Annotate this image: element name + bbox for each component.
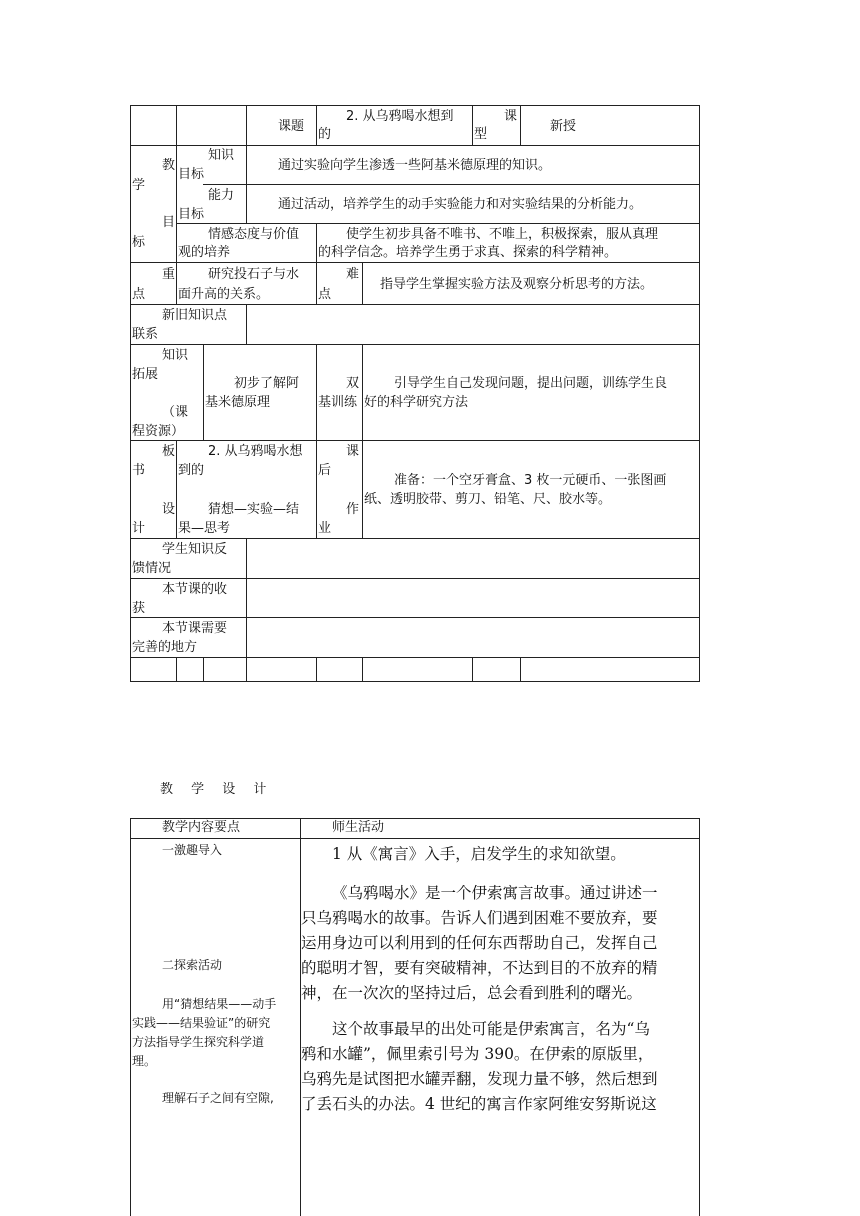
activity-p1: 1 从《寓言》入手，启发学生的求知欲望。: [332, 845, 626, 863]
feedback-label-line1: 学生知识反: [162, 542, 228, 557]
emotion-value-line1: 使学生初步具备不唯书、不唯上，积极探索，服从真理: [346, 227, 659, 242]
activity-p2-line1: 《乌鸦喝水》是一个伊索寓言故事。通过讲述一: [332, 884, 658, 902]
emotion-value-line2: 的科学信念。培养学生勇于求真、探索的科学精神。: [318, 245, 618, 260]
board-label-line3: 设: [162, 502, 176, 517]
knowledge-label-line2: 目标: [178, 167, 205, 182]
key-label-line1: 重: [162, 267, 176, 282]
dual-value-line2: 好的科学研究方法: [364, 395, 469, 410]
board-value-line4: 果—思考: [178, 521, 231, 536]
ext-label-line2: 拓展: [132, 367, 159, 382]
activity-p3-line2: 鸦和水罐”，佩里索引号为 390。在伊索的原版里，: [301, 1045, 654, 1063]
col-header-activity: 师生活动: [332, 820, 385, 835]
col-header-content: 教学内容要点: [162, 820, 241, 835]
topic-value-line2: 的: [318, 127, 332, 142]
ability-label-line1: 能力: [208, 188, 235, 203]
board-label-line4: 计: [132, 521, 146, 536]
hard-label-line2: 点: [318, 287, 332, 302]
key-label-line2: 点: [132, 287, 146, 302]
left-item-method-line2: 实践——结果验证”的研究: [132, 1016, 271, 1030]
left-item-method-line3: 方法指导学生探究科学道: [132, 1035, 265, 1049]
knowledge-value: 通过实验向学生渗透一些阿基米德原理的知识。: [278, 158, 552, 173]
improve-label-line1: 本节课需要: [162, 621, 228, 636]
improve-label-line2: 完善的地方: [132, 640, 198, 655]
hard-label-line1: 难: [346, 267, 360, 282]
board-value-line3: 猜想—实验—结: [208, 502, 300, 517]
ability-value: 通过活动，培养学生的动手实验能力和对实验结果的分析能力。: [278, 197, 643, 212]
link-label-line2: 联系: [132, 327, 159, 342]
feedback-label-line2: 馈情况: [132, 561, 172, 576]
type-value: 新授: [550, 119, 577, 134]
activity-p2-line3: 运用身边可以利用到的任何东西帮助自己，发挥自己: [301, 934, 658, 952]
ext-value-line2: 基米德原理: [205, 395, 271, 410]
activity-p2-line5: 神，在一次次的坚持过后，总会看到胜利的曙光。: [301, 984, 643, 1002]
goal-label-line2: 标: [132, 235, 146, 250]
section-heading: 教 学 设 计: [160, 782, 274, 797]
gain-label-line1: 本节课的收: [162, 582, 228, 597]
ext-label-line1: 知识: [162, 348, 189, 363]
topic-value-line1: 2. 从乌鸦喝水想到: [346, 109, 454, 124]
topic-label: 课题: [278, 119, 305, 134]
emotion-label-line1: 情感态度与价值: [208, 227, 300, 242]
activity-p3-line4: 了丢石头的办法。4 世纪的寓言作家阿维安努斯说这: [301, 1095, 657, 1113]
board-label-line1: 板: [162, 444, 176, 459]
ext-label-line3: （课: [162, 405, 189, 420]
dual-label-line1: 双: [346, 376, 360, 391]
left-item-method-line1: 用“猜想结果——动手: [162, 997, 277, 1011]
dual-value-line1: 引导学生自己发现问题，提出问题，训练学生良: [394, 376, 668, 391]
link-label-line1: 新旧知识点: [162, 308, 228, 323]
homework-label-line4: 业: [318, 521, 332, 536]
homework-label-line2: 后: [318, 463, 332, 478]
hard-value: 指导学生掌握实验方法及观察分析思考的方法。: [380, 277, 654, 292]
knowledge-label-line1: 知识: [208, 148, 235, 163]
ext-value-line1: 初步了解阿: [234, 376, 300, 391]
board-label-line2: 书: [132, 463, 146, 478]
teach-label-line1: 教: [162, 158, 176, 173]
board-value-line1: 2. 从乌鸦喝水想: [208, 444, 303, 459]
activity-p2-line2: 只乌鸦喝水的故事。告诉人们遇到困难不要放弃，要: [301, 909, 658, 927]
left-item-explore: 二探索活动: [162, 958, 223, 972]
activity-p2-line4: 的聪明才智，要有突破精神，不达到目的不放弃的精: [301, 959, 658, 977]
activity-p3-line3: 乌鸦先是试图把水罐弄翻，发现力量不够，然后想到: [301, 1070, 658, 1088]
goal-label-line1: 学: [132, 178, 146, 193]
board-value-line2: 到的: [178, 463, 205, 478]
ext-label-line4: 程资源）: [132, 424, 185, 439]
homework-label-line3: 作: [346, 502, 360, 517]
key-value-line2: 面升高的关系。: [178, 287, 270, 302]
teach-label-line2: 目: [162, 215, 176, 230]
ability-label-line2: 目标: [178, 207, 205, 222]
emotion-label-line2: 观的培养: [178, 245, 231, 260]
gain-label-line2: 获: [132, 601, 146, 616]
homework-value-line1: 准备：一个空牙膏盒、3 枚一元硬币、一张图画: [394, 473, 667, 488]
type-label-line2: 型: [474, 127, 488, 142]
type-label-line1: 课: [504, 109, 518, 124]
left-item-intro: 一激趣导入: [162, 843, 223, 857]
homework-value-line2: 纸、透明胶带、剪刀、铅笔、尺、胶水等。: [364, 492, 612, 507]
left-item-gaps: 理解石子之间有空隙,: [162, 1091, 274, 1105]
key-value-line1: 研究投石子与水: [208, 267, 300, 282]
left-item-method-line4: 理。: [132, 1054, 157, 1068]
dual-label-line2: 基训练: [318, 395, 358, 410]
homework-label-line1: 课: [346, 444, 360, 459]
activity-p3-line1: 这个故事最早的出处可能是伊索寓言，名为“乌: [332, 1020, 650, 1038]
